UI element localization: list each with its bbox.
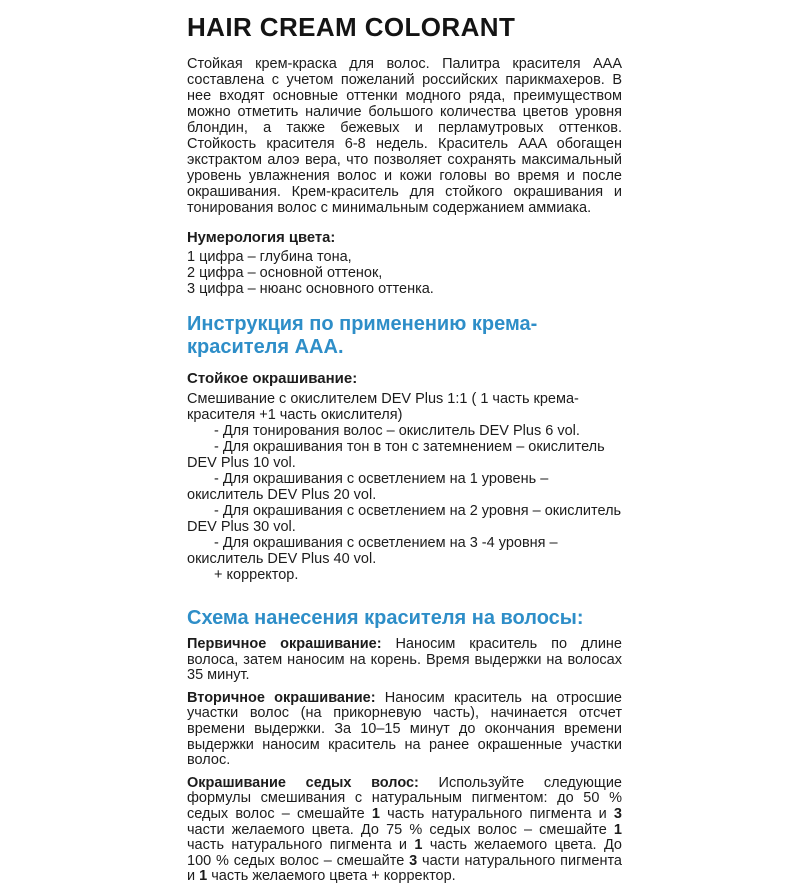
application-paragraph: Вторичное окрашивание: Наносим краситель на отросшие участки волос (на прикорневую часть), начинается отсчет времени выдержки. За 10–15 минут до окончания времени выдержки наносим краситель на ранее окрашенные участки волос. (187, 689, 622, 769)
oxidizer-item: + корректор. (214, 567, 299, 583)
oxidizer-item: - Для окрашивания с осветлением на 3 -4 уровня – окислитель DEV Plus 40 vol. (187, 535, 558, 567)
mixing-intro: Смешивание с окислителем DEV Plus 1:1 ( 1 часть крема-красителя +1 часть окислителя) (187, 391, 579, 423)
numerology-section (187, 230, 622, 297)
instructions-heading: Инструкция по применению крема-красителя AAA. (187, 313, 538, 358)
intro-paragraph: Стойкая крем-краска для волос. Палитра красителя AAA составлена с учетом пожеланий российских парикмахеров. В нее входят основные оттенки модного ряда, преимуществом можно отметить наличие большого количества цветов уровня блондин, а также бежевых и перламутровых оттенков. Стойкость красителя 6-8 недель. Краситель AAA обогащен экстрактом алоэ вера, что позволяет сохранять максимальный уровень увлажнения волос и кожи головы во время и после окрашивания. Крем-краситель для стойкого окрашивания и тонирования волос с минимальным содержанием аммиака. (187, 56, 622, 216)
oxidizer-item: - Для тонирования волос – окислитель DEV Plus 6 vol. (214, 423, 580, 439)
numerology-list (187, 249, 622, 297)
document-page (187, 0, 622, 885)
application-paragraphs (187, 637, 622, 885)
oxidizer-list (187, 423, 622, 583)
numerology-heading: Нумерология цвета: (187, 230, 336, 246)
application-section (187, 607, 622, 885)
numerology-item: 3 цифра – нюанс основного оттенка. (187, 281, 434, 297)
page-title: HAIR CREAM COLORANT (187, 12, 516, 42)
permanent-coloring-subheading: Стойкое окрашивание: (187, 370, 358, 387)
oxidizer-item: - Для окрашивания тон в тон с затемнением – окислитель DEV Plus 10 vol. (187, 439, 605, 471)
instructions-section (187, 313, 622, 583)
numerology-item: 1 цифра – глубина тона, (187, 249, 352, 265)
oxidizer-item: - Для окрашивания с осветлением на 1 уровень – окислитель DEV Plus 20 vol. (187, 471, 549, 503)
numerology-item: 2 цифра – основной оттенок, (187, 265, 383, 281)
application-heading: Схема нанесения красителя на волосы: (187, 607, 584, 629)
application-paragraph: Окрашивание седых волос: Используйте следующие формулы смешивания с натуральным пигментом: до 50 % седых волос – смешайте 1 часть натурального пигмента и 3 части желаемого цвета. До 75 % седых волос – смешайте 1 часть натурального пигмента и 1 часть желаемого цвета. До 100 % седых волос – смешайте 3 части натурального пигмента и 1 часть желаемого цвета + корректор. (187, 774, 623, 885)
application-paragraph: Первичное окрашивание: Наносим краситель по длине волоса, затем наносим на корень. Время выдержки на волосах 35 минут. (187, 636, 622, 684)
oxidizer-item: - Для окрашивания с осветлением на 2 уровня – окислитель DEV Plus 30 vol. (187, 503, 622, 535)
